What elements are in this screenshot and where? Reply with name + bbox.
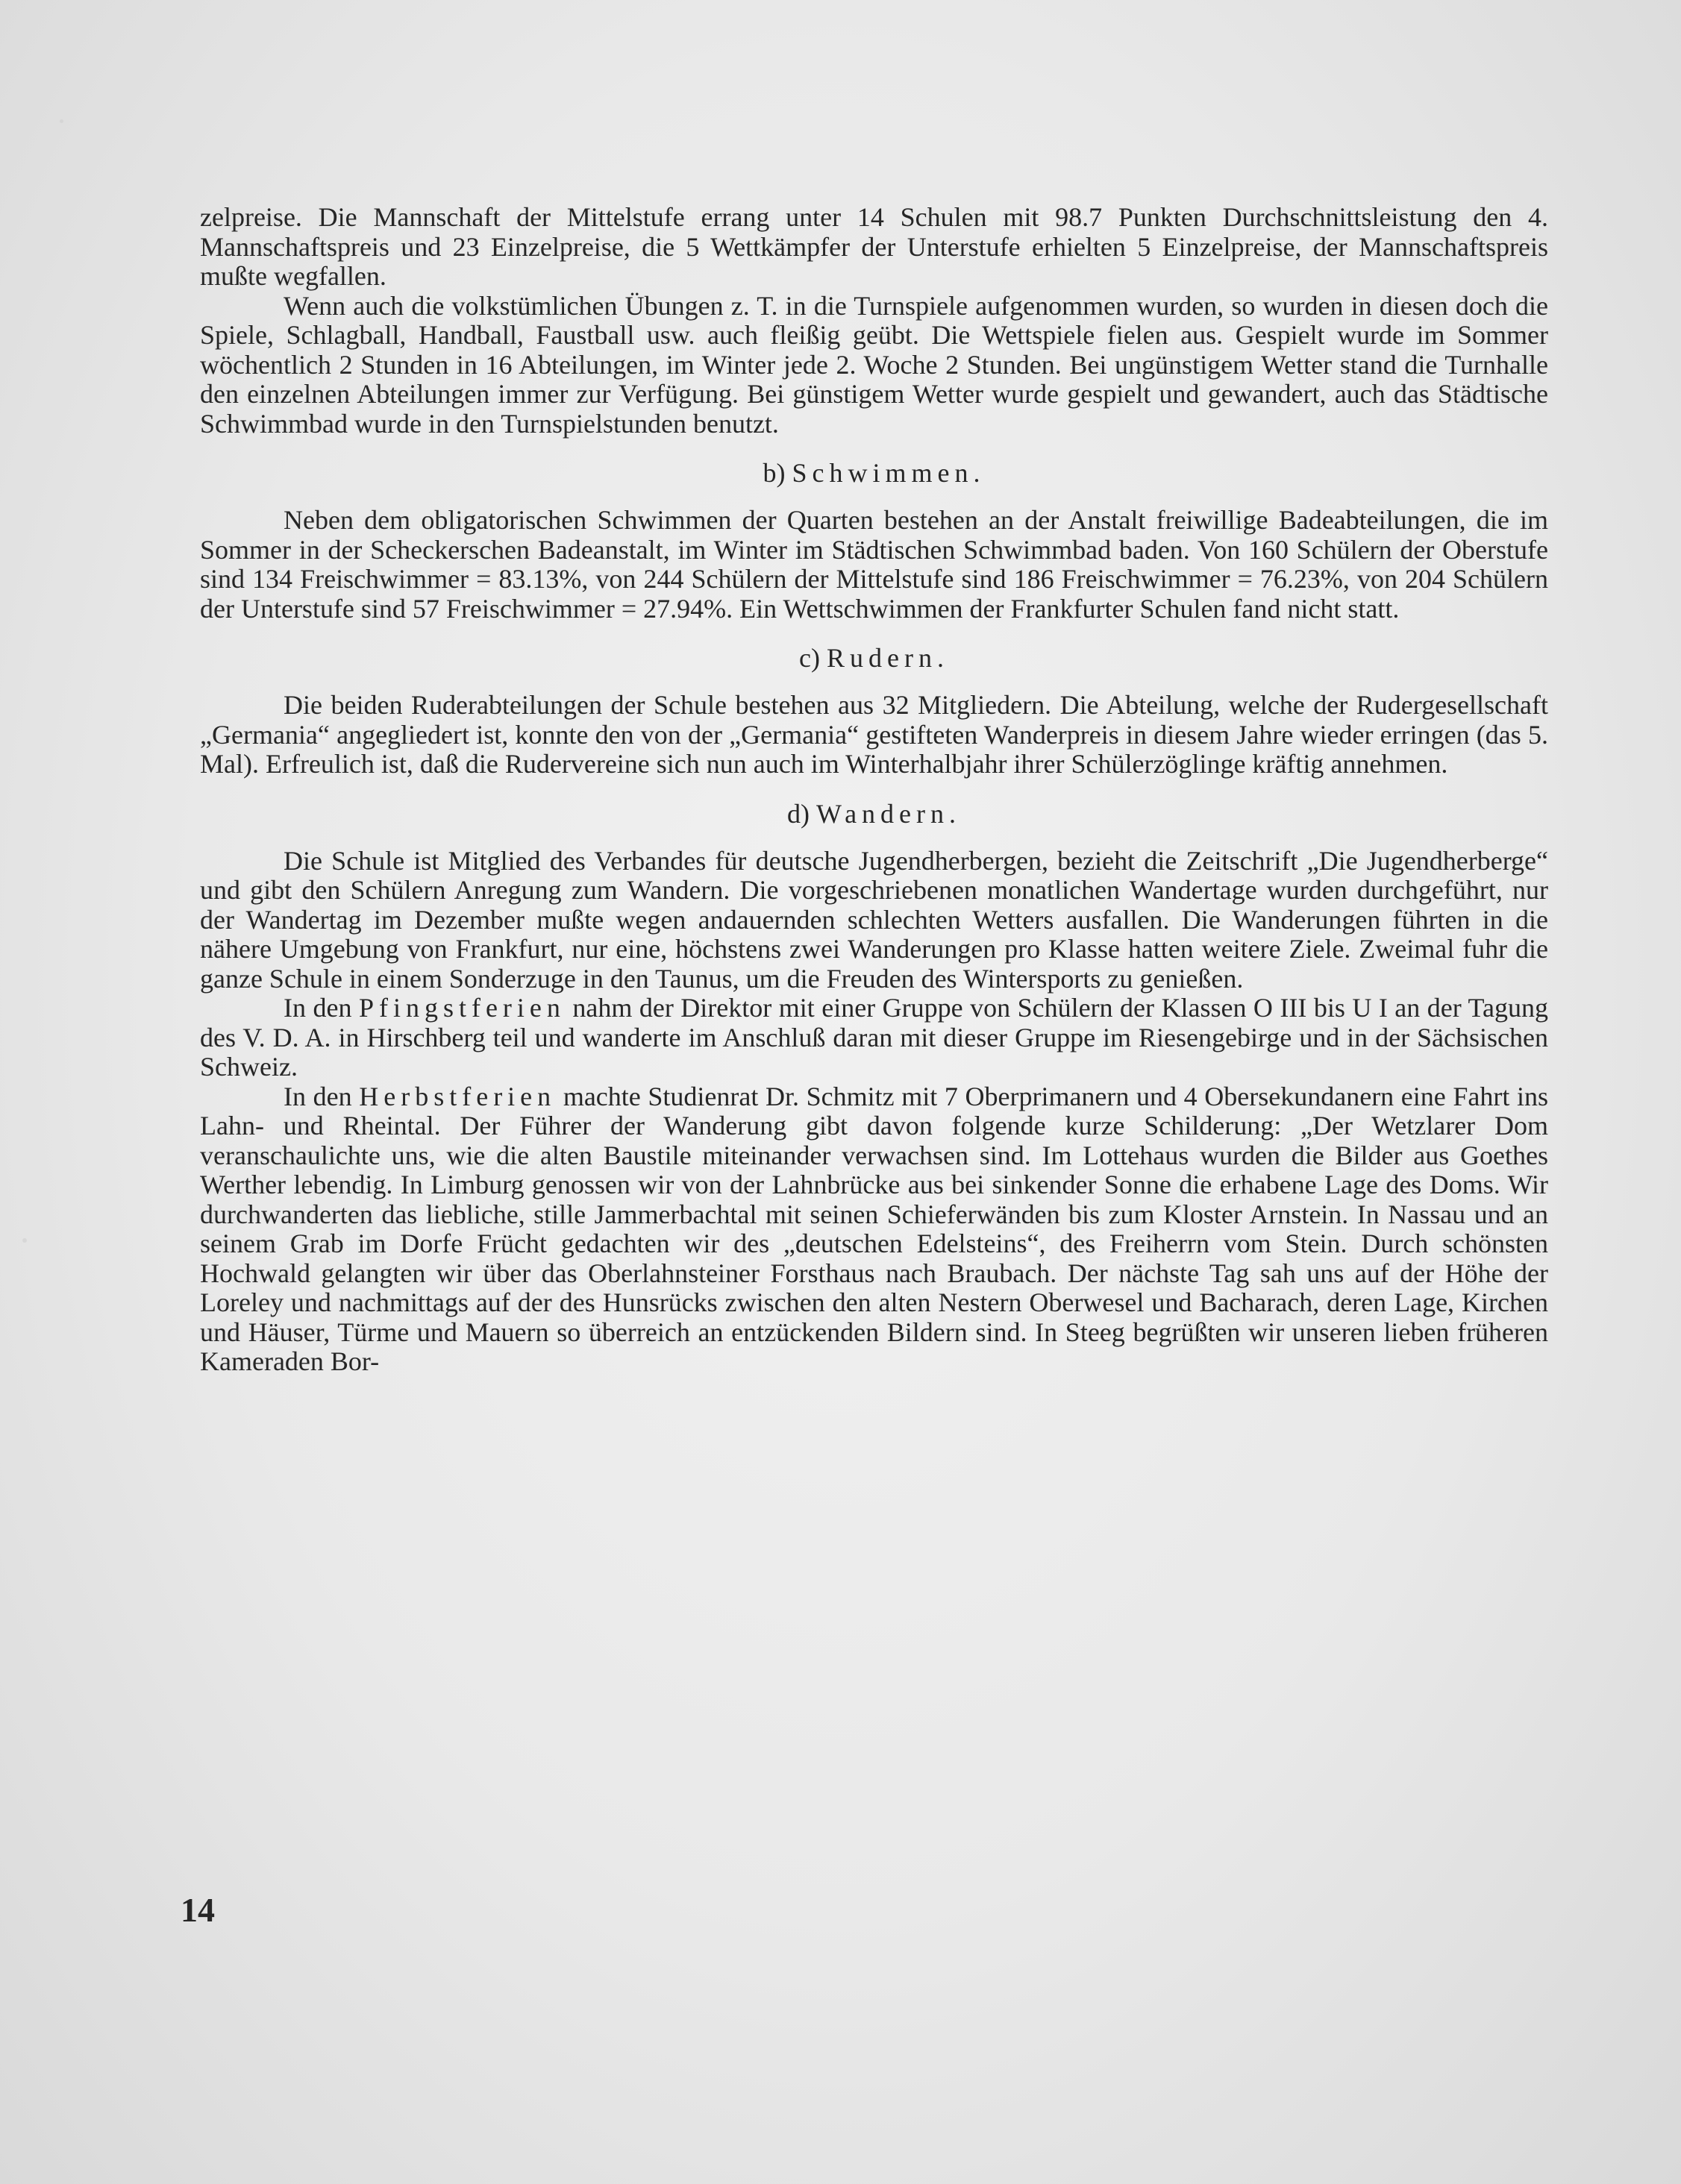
page-number: 14 <box>181 1891 215 1929</box>
heading-rudern <box>200 643 1548 673</box>
paragraph-herbstferien <box>200 1082 1548 1377</box>
paragraph-start: In den <box>284 993 352 1023</box>
paragraph-pfingstferien <box>200 994 1548 1082</box>
paragraph-start: In den <box>284 1081 352 1111</box>
heading-title: Wandern. <box>816 798 962 829</box>
paragraph-einzelpreise: zelpreise. Die Mannschaft der Mittelstufe errang unter 14 Schulen mit 98.7 Punkten Durchschnittsleistung den 4. Mannschaftspreis und 23 Einzelpreise, die 5 Wettkämpfer der Unterstufe erhielten 5 Einzelpreise, der Mannschaftspreis mußte wegfallen. <box>200 202 1548 291</box>
heading-wandern <box>200 799 1548 829</box>
paper-speck <box>60 119 63 123</box>
body-text <box>200 203 1548 1377</box>
heading-prefix: b) <box>763 458 786 488</box>
heading-prefix: c) <box>799 643 820 673</box>
heading-title: Rudern. <box>826 643 949 673</box>
paragraph-rest: machte Studienrat Dr. Schmitz mit 7 Oberprimanern und 4 Obersekundanern eine Fahrt ins Lahn- und Rheintal. Der Führer der Wanderung gibt davon folgende kurze Schilderung: „Der Wetzlarer Dom veranschaulichte uns, wie die alten Baustile miteinander verwachsen sind. Im Lottehaus wurden die Bilder aus Goethes Werther lebendig. In Limburg genossen wir von der Lahnbrücke aus bei sinkender Sonne die erhabene Lage des Doms. Wir durchwanderten das liebliche, stille Jammerbachtal mit seinen Schieferwänden bis zum Kloster Arnstein. In Nassau und an seinem Grab im Dorfe Frücht gedachten wir des „deutschen Edelsteins“, des Freiherrn vom Stein. Durch schönsten Hochwald gelangten wir über das Oberlahnsteiner Forsthaus nach Braubach. Der nächste Tag sah uns auf der Höhe der Loreley und nachmittags auf der des Hunsrücks zwischen den alten Nestern Oberwesel und Bacharach, deren Lage, Kirchen und Häuser, Türme und Mauern so überreich an entzückenden Bildern sind. In Steeg begrüßten wir unseren lieben früheren Kameraden Bor- <box>200 1081 1549 1376</box>
heading-schwimmen <box>200 458 1548 488</box>
paragraph-turnspiele: Wenn auch die volkstümlichen Übungen z. T. in die Turnspiele aufgenommen wurden, so wurden in diesen doch die Spiele, Schlagball, Handball, Faustball usw. auch fleißig geübt. Die Wettspiele fielen aus. Gespielt wurde im Sommer wöchentlich 2 Stunden in 16 Abteilungen, im Winter jede 2. Woche 2 Stunden. Bei ungünstigem Wetter stand die Turnhalle den einzelnen Abteilungen immer zur Verfügung. Bei günstigem Wetter wurde gespielt und gewandert, auch das Städtische Schwimmbad wurde in den Turnspielstunden benutzt. <box>200 290 1548 439</box>
paragraph-jugendherbergen: Die Schule ist Mitglied des Verbandes für deutsche Jugendherbergen, bezieht die Zeitschrift „Die Jugendherberge“ und gibt den Schülern Anregung zum Wandern. Die vorgeschriebenen monatlichen Wandertage wurden durchgeführt, nur der Wandertag im Dezember mußte wegen andauernden schlechten Wetters ausfallen. Die Wanderungen führten in die nähere Umgebung von Frankfurt, nur eine, höchstens zwei Wanderungen pro Klasse hatten weitere Ziele. Zweimal fuhr die ganze Schule in einem Sonderzuge in den Taunus, um die Freuden des Wintersports zu genießen. <box>200 845 1548 994</box>
spaced-term-herbstferien: Herbstferien <box>359 1081 557 1111</box>
paragraph-schwimmen: Neben dem obligatorischen Schwimmen der Quarten bestehen an der Anstalt freiwillige Badeabteilungen, die im Sommer in der Scheckerschen Badeanstalt, im Winter im Städtischen Schwimmbad baden. Von 160 Schülern der Oberstufe sind 134 Freischwimmer = 83.13%, von 244 Schülern der Mittelstufe sind 186 Freischwimmer = 76.23%, von 204 Schülern der Unterstufe sind 57 Freischwimmer = 27.94%. Ein Wettschwimmen der Frankfurter Schulen fand nicht statt. <box>200 505 1548 624</box>
heading-title: Schwimmen. <box>792 458 986 488</box>
paper-speck <box>22 1238 27 1243</box>
heading-prefix: d) <box>786 798 810 829</box>
paragraph-rest: nahm der Direktor mit einer Gruppe von Schülern der Klassen O III bis U I an der Tagung des V. D. A. in Hirschberg teil und wanderte im Anschluß daran mit dieser Gruppe im Riesengebirge und in der Sächsischen Schweiz. <box>200 993 1549 1082</box>
paragraph-rudern: Die beiden Ruderabteilungen der Schule bestehen aus 32 Mitgliedern. Die Abteilung, welche der Rudergesellschaft „Germania“ angegliedert ist, konnte den von der „Germania“ gestifteten Wanderpreis in diesem Jahre wieder erringen (das 5. Mal). Erfreulich ist, daß die Rudervereine sich nun auch im Winterhalbjahr ihrer Schülerzöglinge kräftig annehmen. <box>200 690 1548 779</box>
spaced-term-pfingstferien: Pfingstferien <box>358 993 566 1023</box>
